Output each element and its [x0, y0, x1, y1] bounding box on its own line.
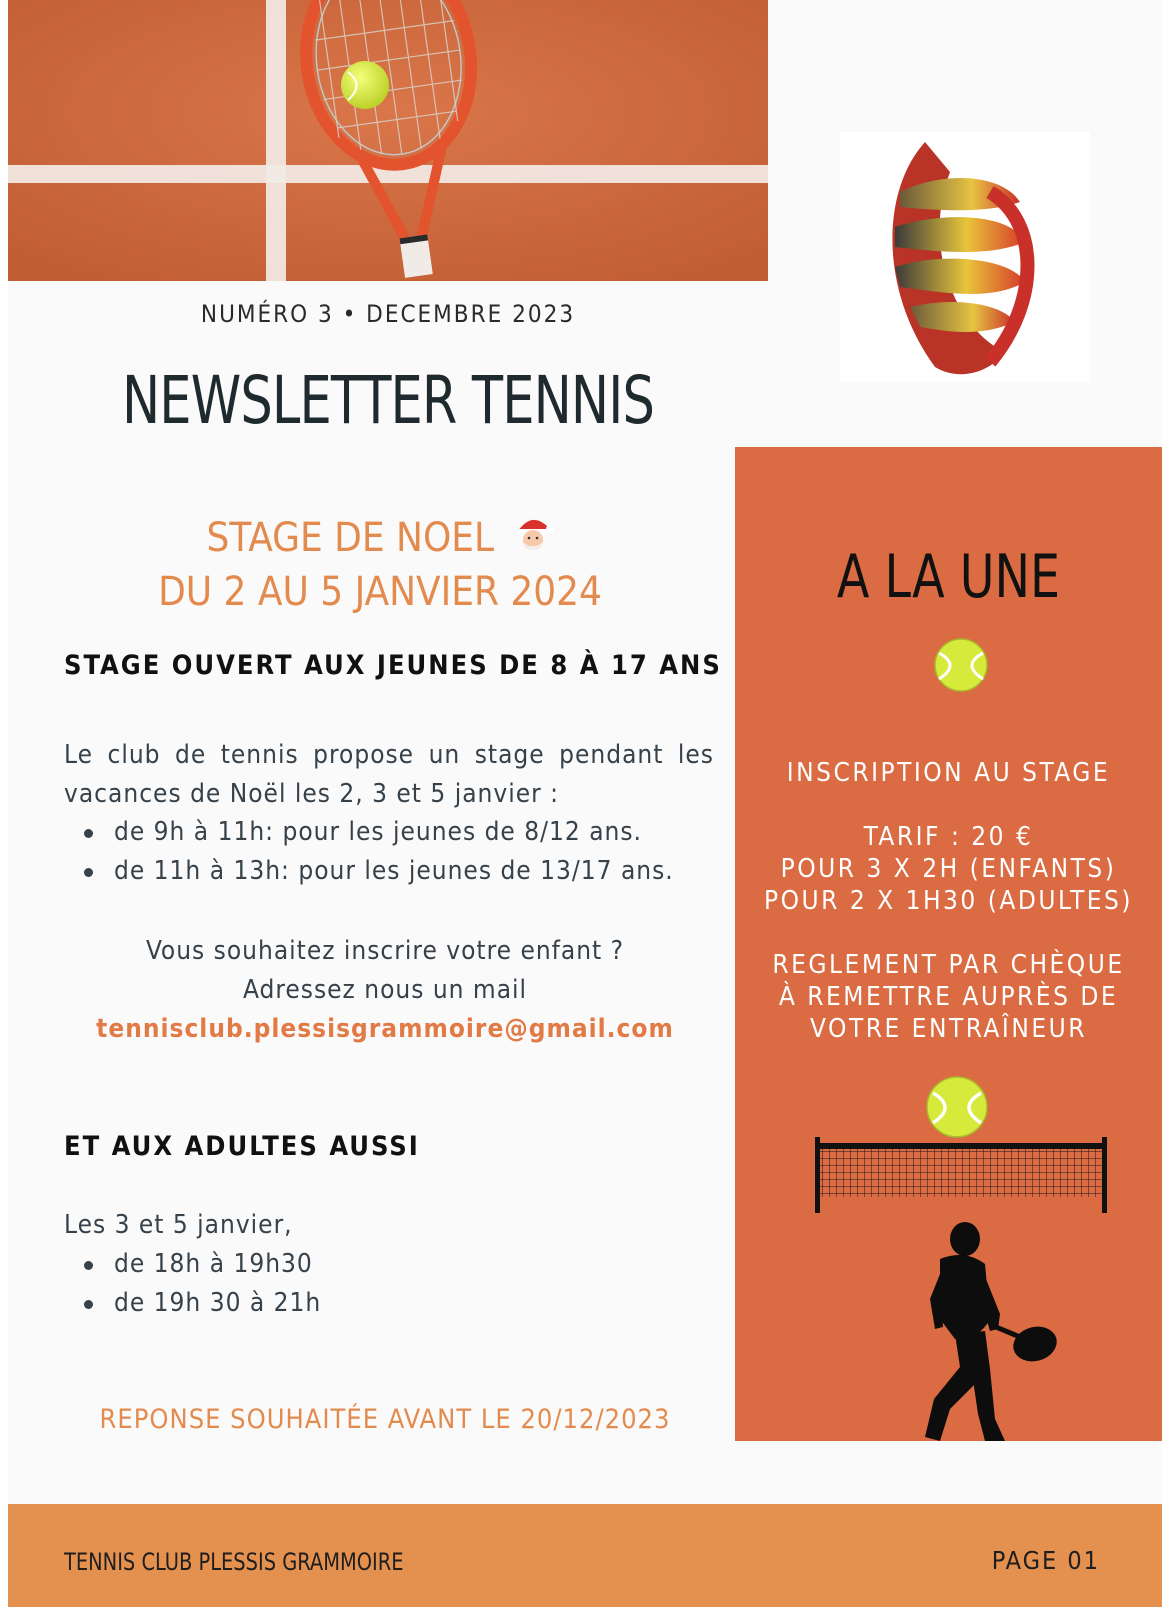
list-item: de 18h à 19h30: [64, 1245, 714, 1284]
page-footer: [8, 1504, 1162, 1607]
contact-email-link[interactable]: tennisclub.plessisgrammoire@gmail.com: [96, 1014, 674, 1044]
list-item: de 11h à 13h: pour les jeunes de 13/17 ans.: [64, 852, 714, 891]
payment-recipient: VOTRE ENTRAÎNEUR: [810, 1014, 1087, 1044]
footer-club-name: TENNIS CLUB PLESSIS GRAMMOIRE: [64, 1548, 404, 1576]
tarif-children: POUR 3 X 2H (ENFANTS): [780, 854, 1117, 884]
featured-title: A LA UNE: [836, 542, 1061, 612]
list-item: de 19h 30 à 21h: [64, 1284, 714, 1323]
featured-panel: [735, 447, 1162, 1441]
clay-court-racket-photo: [8, 0, 768, 281]
tarif-adults: POUR 2 X 1H30 (ADULTES): [764, 886, 1133, 916]
tennis-ball-icon: [925, 1075, 989, 1143]
club-logo: [840, 132, 1090, 382]
santa-emoji-icon: [512, 513, 554, 567]
tarif-block: [735, 821, 1162, 917]
tennis-net-icon: [815, 1137, 1107, 1217]
inscription-label: INSCRIPTION AU STAGE: [786, 758, 1111, 788]
page-number: PAGE 01: [991, 1546, 1100, 1575]
tennis-player-silhouette: [910, 1219, 1060, 1445]
youth-intro: Le club de tennis propose un stage pendant les vacances de Noël les 2, 3 et 5 janvier :: [64, 740, 714, 809]
stage-title: STAGE DE NOEL: [206, 515, 495, 561]
contact-block: [60, 932, 710, 1049]
issue-number: NUMÉRO 3 • DECEMBRE 2023: [200, 300, 576, 328]
list-item: de 9h à 11h: pour les jeunes de 8/12 ans.: [64, 813, 714, 852]
tarif-price: TARIF : 20 €: [863, 822, 1034, 852]
payment-method: REGLEMENT PAR CHÈQUE: [772, 950, 1125, 980]
adults-intro: Les 3 et 5 janvier,: [64, 1210, 293, 1240]
cta-instruction: Adressez nous un mail: [242, 975, 528, 1005]
stage-dates: DU 2 AU 5 JANVIER 2024: [158, 569, 602, 615]
payment-instruction: À REMETTRE AUPRÈS DE: [778, 982, 1119, 1012]
stage-heading: [60, 513, 700, 617]
payment-block: [735, 949, 1162, 1045]
youth-heading: STAGE OUVERT AUX JEUNES DE 8 À 17 ANS: [64, 650, 722, 681]
reply-deadline: REPONSE SOUHAITÉE AVANT LE 20/12/2023: [99, 1404, 671, 1435]
newsletter-title: NEWSLETTER TENNIS: [121, 362, 655, 439]
cta-question: Vous souhaitez inscrire votre enfant ?: [145, 936, 625, 966]
adults-heading: ET AUX ADULTES AUSSI: [64, 1131, 420, 1162]
adults-schedule-list: [64, 1245, 714, 1323]
youth-schedule-list: [64, 813, 714, 891]
tennis-ball-icon: [933, 637, 989, 697]
